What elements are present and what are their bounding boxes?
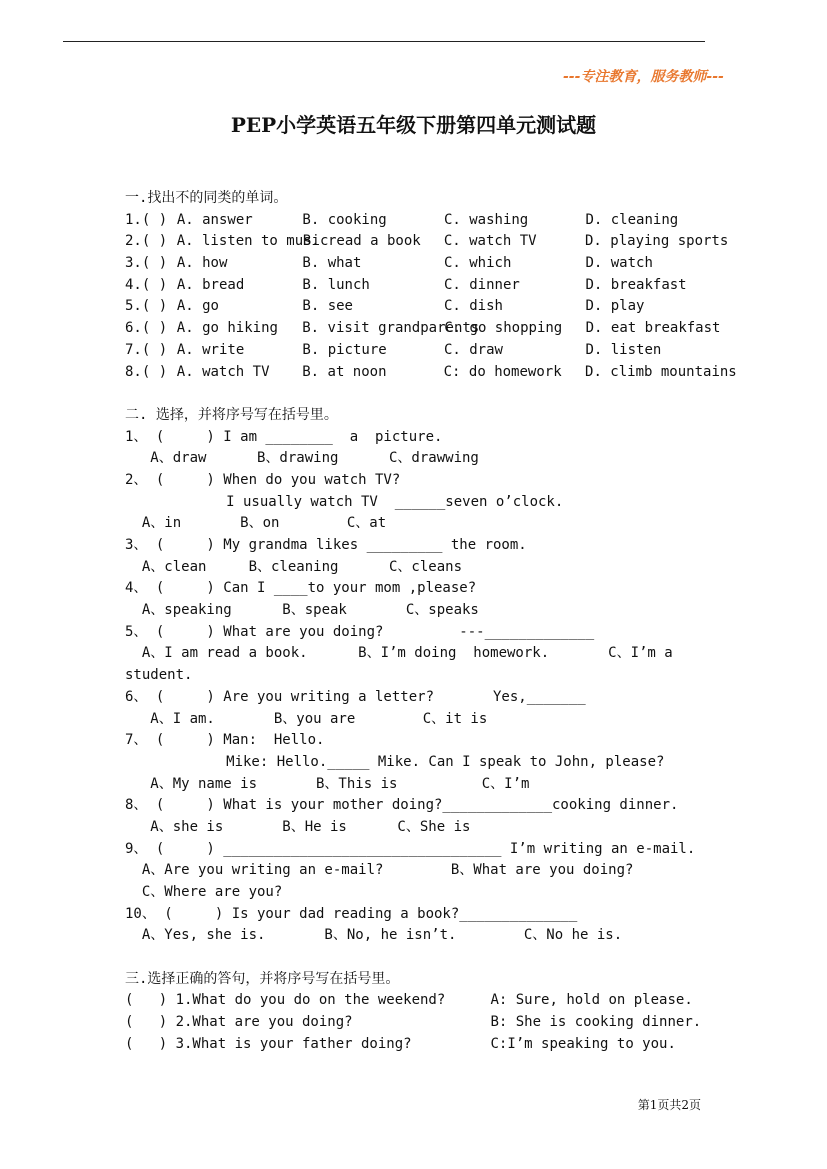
match-row	[125, 990, 725, 1012]
match-row	[125, 1012, 725, 1034]
option-d: D. listen	[585, 341, 662, 358]
option-c: C. washing	[443, 211, 529, 228]
option-c: C. go shopping	[444, 320, 563, 337]
section1-heading: 一.找出不的同类的单词。	[125, 190, 288, 206]
option-a: A. listen to music	[176, 233, 329, 250]
option-b: B. what	[302, 255, 362, 272]
page-number: 第1页共2页	[637, 1098, 701, 1112]
option-a: A. go hiking	[176, 320, 278, 337]
match-answer: B: She is cooking dinner.	[490, 1014, 702, 1031]
question-line: student.	[125, 667, 193, 684]
question-line: A、clean B、cleaning C、cleans	[125, 558, 463, 575]
question-row	[125, 231, 729, 253]
option-d: D. climb mountains	[585, 363, 737, 380]
option-d: D. eat breakfast	[585, 320, 721, 337]
question-line: I usually watch TV ______seven o’clock.	[125, 493, 564, 510]
match-question: ( ) 1.What do you do on the weekend?	[125, 992, 446, 1009]
match-row	[125, 1034, 725, 1056]
option-num: 2.( )	[125, 233, 168, 250]
option-b: B. see	[302, 298, 353, 315]
question-row	[125, 253, 725, 275]
option-b: B. visit grandparents	[302, 320, 480, 337]
question-line: A、she is B、He is C、She is	[125, 818, 471, 835]
option-c: C. dinner	[443, 276, 520, 293]
question-line: A、I am. B、you are C、it is	[125, 710, 488, 727]
option-a: A. watch TV	[176, 363, 270, 380]
option-num: 6.( )	[125, 320, 168, 337]
option-b: B. cooking	[302, 211, 387, 228]
option-b: B. at noon	[302, 363, 387, 380]
option-b: B. lunch	[302, 276, 370, 293]
question-line: A、Yes, she is. B、No, he isn’t. C、No he is.	[125, 927, 623, 944]
option-num: 5.( )	[125, 298, 168, 315]
option-b: B. read a book	[302, 233, 421, 250]
header-rule	[63, 41, 705, 42]
question-line: Mike: Hello._____ Mike. Can I speak to John, please?	[125, 753, 665, 770]
worksheet-body	[125, 188, 737, 1056]
option-num: 4.( )	[125, 276, 168, 293]
match-question: ( ) 3.What is your father doing?	[125, 1035, 412, 1052]
option-num: 3.( )	[125, 255, 168, 272]
question-line: 6、 ( ) Are you writing a letter? Yes,_______	[125, 688, 586, 705]
option-num: 1.( )	[125, 211, 168, 228]
question-line: 5、 ( ) What are you doing? ---_____________	[125, 623, 595, 640]
option-c: C. which	[443, 255, 512, 272]
header-slogan: ---专注教育，服务教师---	[563, 69, 724, 85]
question-line: A、draw B、drawing C、drawwing	[125, 450, 479, 467]
question-line: A、in B、on C、at	[125, 515, 387, 532]
question-line: 7、 ( ) Man: Hello.	[125, 732, 325, 749]
question-line: 3、 ( ) My grandma likes _________ the room.	[125, 537, 527, 553]
option-b: B. picture	[302, 341, 387, 358]
option-d: D. watch	[585, 255, 653, 272]
question-line: 4、 ( ) Can I ____to your mom ,please?	[125, 580, 477, 597]
section2-heading: 二. 选择，并将序号写在括号里。	[125, 406, 338, 423]
section1-items	[125, 210, 737, 384]
question-row	[125, 340, 725, 362]
question-line: A、Are you writing an e-mail? B、What are you doing?	[125, 862, 634, 879]
section3-heading: 三.选择正确的答句，并将序号写在括号里。	[125, 970, 400, 987]
section3-items	[125, 990, 725, 1055]
question-line: A、I am read a book. B、I’m doing homework. C、I’m a	[125, 645, 673, 662]
option-d: D. cleaning	[585, 211, 679, 228]
page-title: PEP小学英语五年级下册第四单元测试题	[230, 113, 597, 137]
option-a: A. bread	[176, 276, 245, 293]
option-a: A. go	[176, 298, 219, 315]
question-line: 10、 ( ) Is your dad reading a book?______________	[125, 905, 578, 922]
option-c: C. draw	[443, 341, 503, 358]
section2-items	[125, 427, 725, 948]
option-a: A. write	[176, 341, 245, 358]
question-row	[125, 210, 725, 232]
question-line: 2、 ( ) When do you watch TV?	[125, 471, 401, 488]
option-d: D. playing sports	[585, 233, 729, 250]
option-c: C: do homework	[443, 363, 562, 380]
question-line: 8、 ( ) What is your mother doing?_____________cooking dinner.	[125, 797, 679, 814]
match-answer: A: Sure, hold on please.	[490, 992, 693, 1009]
question-row	[125, 296, 725, 318]
question-line: C、Where are you?	[125, 884, 283, 900]
question-row	[125, 318, 725, 340]
match-question: ( ) 2.What are you doing?	[125, 1014, 353, 1031]
question-row	[125, 362, 737, 384]
option-c: C. dish	[443, 298, 503, 315]
option-d: D. breakfast	[585, 276, 687, 293]
option-num: 7.( )	[125, 341, 168, 358]
option-a: A. how	[176, 255, 228, 272]
question-line: A、speaking B、speak C、speaks	[125, 602, 479, 619]
match-answer: C:I’m speaking to you.	[490, 1035, 676, 1052]
option-num: 8.( )	[125, 363, 168, 380]
question-row	[125, 275, 725, 297]
option-d: D. play	[585, 298, 645, 315]
question-line: 9、 ( ) _________________________________ I’m writing an e-mail.	[125, 840, 696, 857]
question-line: 1、 ( ) I am ________ a picture.	[125, 428, 443, 445]
question-line: A、My name is B、This is C、I’m	[125, 775, 530, 792]
option-c: C. watch TV	[443, 233, 537, 250]
option-a: A. answer	[176, 211, 253, 228]
